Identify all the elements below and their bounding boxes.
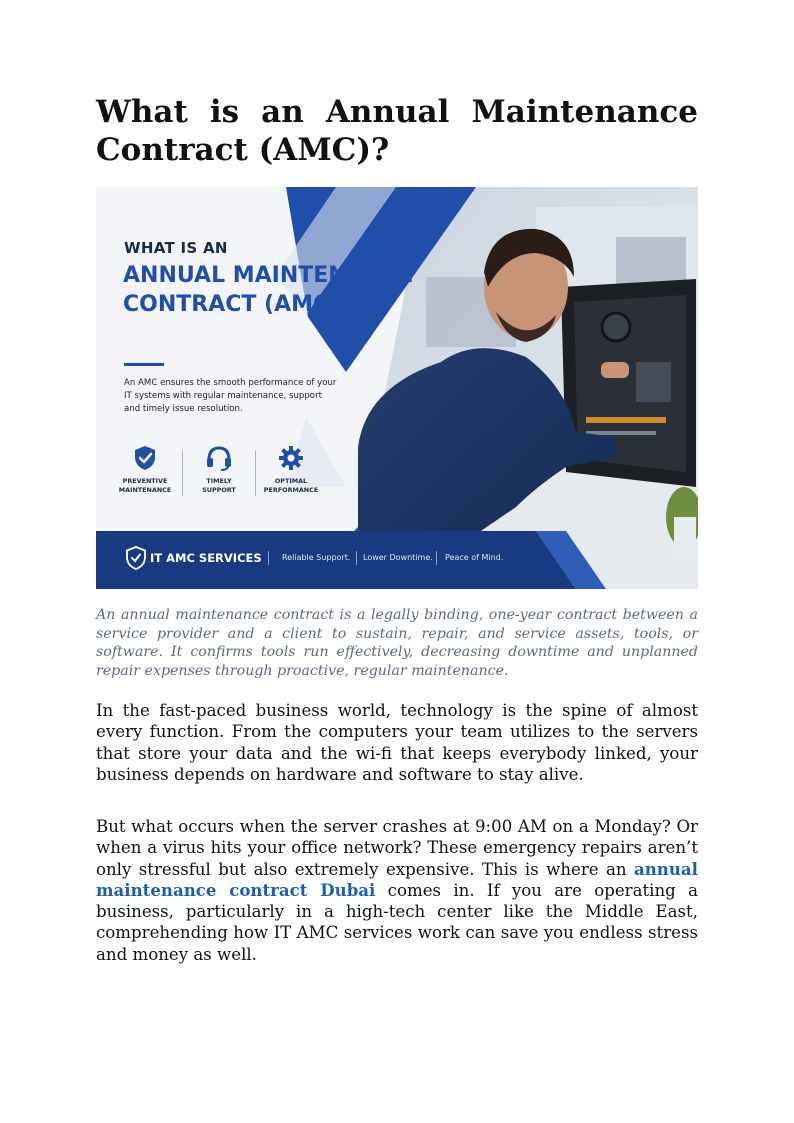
shield-check-icon (133, 445, 157, 471)
body-paragraph: In the fast-paced business world, technology is the spine of almost every function. From the computers your team utilizes to the servers that store your data and the wi-fi that keeps everybody linked, your business depends on hardware and software to stay alive. (96, 701, 698, 784)
tagline: Lower Downtime. (363, 553, 433, 562)
feature-label: PREVENTIVE MAINTENANCE (118, 477, 172, 494)
headset-icon (205, 445, 233, 471)
brand-shield-icon (126, 546, 146, 570)
feature-performance (254, 445, 328, 495)
footer-divider (356, 551, 357, 565)
gear-icon (278, 445, 304, 471)
page-title: What is an Annual Maintenance Contract (AMC)? (96, 94, 698, 168)
tagline: Reliable Support. (282, 553, 351, 562)
feature-label: OPTIMAL PERFORMANCE (263, 477, 319, 494)
image-caption: An annual maintenance contract is a legally binding, one-year contract between a service provider and a client to sustain, repair, and service assets, tools, or software. It confirms tools run effectively, decreasing downtime and unplanned repair expenses through proactive, regular maintenance. (96, 607, 698, 680)
hero-image (96, 187, 698, 589)
feature-label: TIMELY SUPPORT (202, 477, 236, 494)
banner-underline (124, 363, 164, 366)
footer-divider (268, 551, 269, 565)
banner-footer (96, 531, 698, 589)
amc-dubai-link[interactable]: annual maintenance contract Dubai (96, 858, 698, 900)
body-paragraph (96, 816, 698, 965)
banner-eyebrow: WHAT IS AN (124, 239, 228, 257)
paragraph-text: But what occurs when the server crashes at 9:00 AM on a Monday? Or when a virus hits your office network? These emergency repairs aren’t only stressful but also extremely expensive. This is where an (96, 817, 698, 879)
banner-headline: ANNUAL MAINTENANCE CONTRACT (AMC)? (123, 263, 414, 317)
brand-name: IT AMC SERVICES (150, 551, 262, 565)
feature-preventive (108, 445, 182, 495)
tagline: Peace of Mind. (445, 553, 504, 562)
paragraph-text: comes in. If you are operating a business, particularly in a high-tech center like the Middle East, comprehending how IT AMC services work can save you endless stress and money as well. (96, 880, 698, 964)
feature-support (182, 445, 256, 495)
banner-description: An AMC ensures the smooth performance of your IT systems with regular maintenance, support and timely issue resolution. (124, 378, 337, 414)
footer-divider (436, 551, 437, 565)
